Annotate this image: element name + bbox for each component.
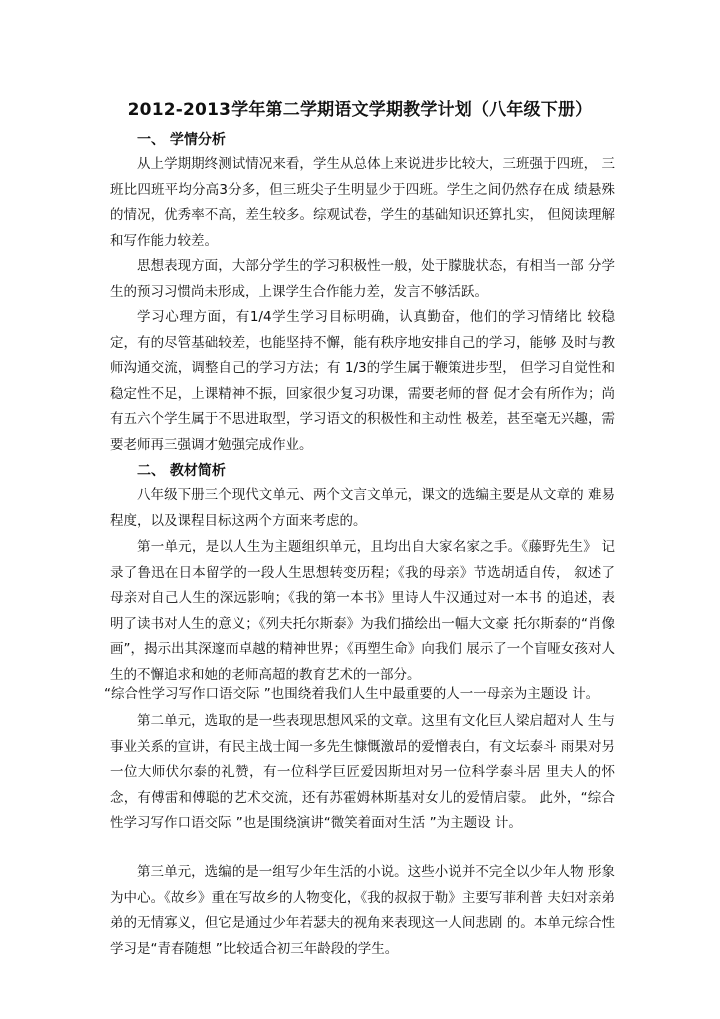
paragraph: “综合性学习写作口语交际 ”也围绕着我们人生中最重要的人一一母亲为主题设 计。 [104,686,600,702]
paragraph: 第三单元，选编的是一组写少年生活的小说。这些小说并不完全以少年人物 形象为中心。《故乡》重在写故乡的人物变化，《我的叔叔于勒》主要写菲利普 夫妇对亲弟弟的无情寡义，但它是通过少年若瑟夫的视角来表现这一人间悲剧 的。本单元综合性学习是“青春随想 ”比较适合初三年龄段的学生。 [110,864,615,957]
paragraph: 思想表现方面，大部分学生的学习积极性一般，处于朦胧状态，有相当一部 分学生的预习习惯尚未形成，上课学生合作能力差，发言不够活跃。 [110,258,615,300]
paragraph: 八年级下册三个现代文单元、两个文言文单元，课文的选编主要是从文章的 难易程度，以及课程目标这两个方面来考虑的。 [110,487,615,529]
document-title: 2012-2013学年第二学期语文学期教学计划（八年级下册） [127,100,593,120]
paragraph: 第一单元，是以人生为主题组织单元，且均出自大家名家之手。《藤野先生》 记录了鲁迅在日本留学的一段人生思想转变历程；《我的母亲》节选胡适自传， 叙述了母亲对自己人生的深远影响；《我的第一本书》里诗人牛汉通过对一本书 的追述，表明了读书对人生的意义；《列夫托尔斯泰》为我们描绘出一幅大文豪 托尔斯泰的“肖像画”，揭示出其深邃而卓越的精神世界；《再塑生命》向我们 展示了一个盲哑女孩对人生的不懈追求和她的老师高超的教育艺术的一部分。 [110,539,615,683]
paragraph: 第二单元，选取的是一些表现思想风采的文章。这里有文化巨人梁启超对人 生与事业关系的宣讲，有民主战士闻一多先生慷慨激昂的爱憎表白，有文坛泰斗 雨果对另一位大师伏尔泰的礼赞，有一位科学巨匠爱因斯坦对另一位科学泰斗居 里夫人的怀念，有傅雷和傅聪的艺术交流，还有苏霍姆林斯基对女儿的爱情启蒙。 此外，“综合性学习写作口语交际 ”也是围绕演讲“微笑着面对生活 ”为主题设 计。 [110,713,615,831]
section-heading-student-analysis: 一、 学情分析 [137,132,226,148]
paragraph: 从上学期期终测试情况来看，学生从总体上来说进步比较大，三班强于四班， 三班比四班平均分高3分多，但三班尖子生明显少于四班。学生之间仍然存在成 绩悬殊的情况，优秀率不高，差生较多。综观试卷，学生的基础知识还算扎实， 但阅读理解和写作能力较差。 [110,156,615,249]
section-heading-textbook-analysis: 二、 教材简析 [137,463,226,479]
paragraph: 学习心理方面，有1/4学生学习目标明确，认真勤奋，他们的学习情绪比 较稳定，有的尽管基础较差，也能坚持不懈，能有秩序地安排自己的学习，能够 及时与教师沟通交流，调整自己的学习方法；有 1/3的学生属于鞭策进步型， 但学习自觉性和稳定性不足，上课精神不振，回家很少复习功课，需要老师的督 促才会有所作为；尚有五六个学生属于不思进取型，学习语文的积极性和主动性 极差，甚至毫无兴趣，需要老师再三强调才勉强完成作业。 [110,309,615,453]
